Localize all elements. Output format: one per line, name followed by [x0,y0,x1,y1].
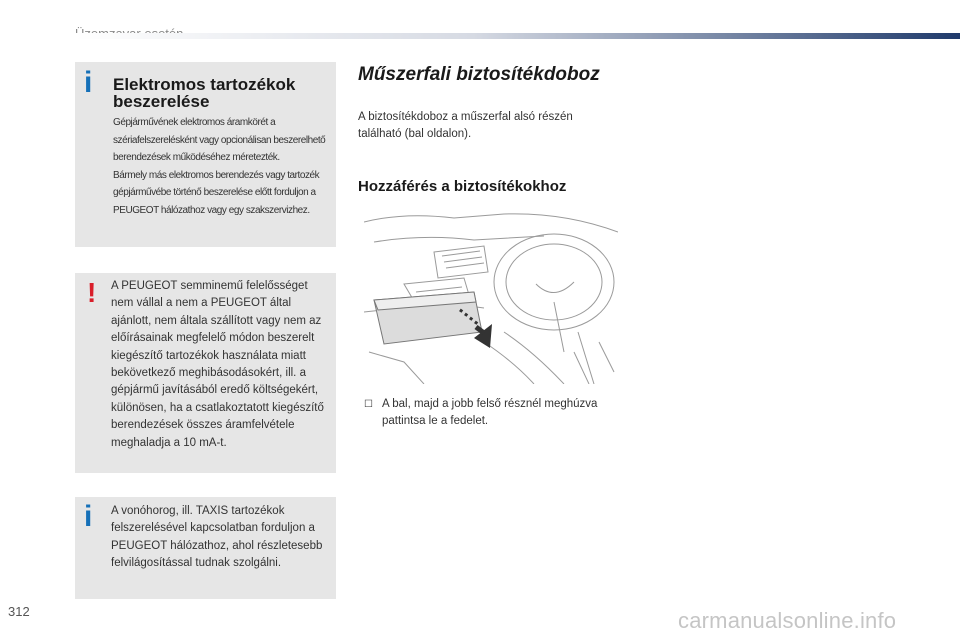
bullet-icon: ☐ [364,399,373,410]
info-box-body [113,114,335,219]
step-text: A bal, majd a jobb felső résznél meghúzva pattintsa le a fedelet. [382,398,598,427]
dashboard-fuse-box-illustration [364,212,618,384]
info-box-accessories [75,62,336,247]
info-icon: i [84,500,93,533]
header-rule [75,33,960,39]
watermark: carmanualsonline.info [678,608,897,633]
info-box-paragraph-2: Bármely más elektromos berendezés vagy tartozék gépjárművébe történő beszerelése előtt forduljon a PEUGEOT hálózathoz vagy egy szakszervizhez. [113,169,320,216]
info-box-paragraph-1: Gépjárművének elektromos áramkörét a szériafelszerelésként vagy opcionálisan beszerelhető berendezések működéséhez méretezték. [113,117,326,163]
info-box-title: Elektromos tartozékok beszerelése [113,75,296,111]
page-title: Műszerfali biztosítékdoboz [358,64,600,85]
page-number: 312 [8,604,30,619]
warning-box [75,273,336,473]
warning-icon: ! [87,277,97,308]
info-box-towbar [75,497,336,599]
warning-text: A PEUGEOT semminemű felelősséget nem vállal a nem a PEUGEOT által ajánlott, nem általa szállított vagy nem az előírásainak megfelelő módon beszerelt kiegészítő tartozékok használata miatt bekövetkező meghibásodásokért, ill. a gépjármű javításából eredő költségekért, különösen, ha a csatlakoztatott kiegészítő berendezések összes áramfelvétele meghaladja a 10 mA-t. [111,280,324,449]
section-subtitle: Hozzáférés a biztosítékokhoz [358,178,567,195]
towbar-text: A vonóhorog, ill. TAXIS tartozékok felszerelésével kapcsolatban forduljon a PEUGEOT hálózathoz, ahol részletesebb felvilágosítással tudnak szolgálni. [111,505,323,570]
info-icon: i [84,66,93,99]
intro-text: A biztosítékdoboz a műszerfal alsó részén található (bal oldalon). [358,111,573,140]
